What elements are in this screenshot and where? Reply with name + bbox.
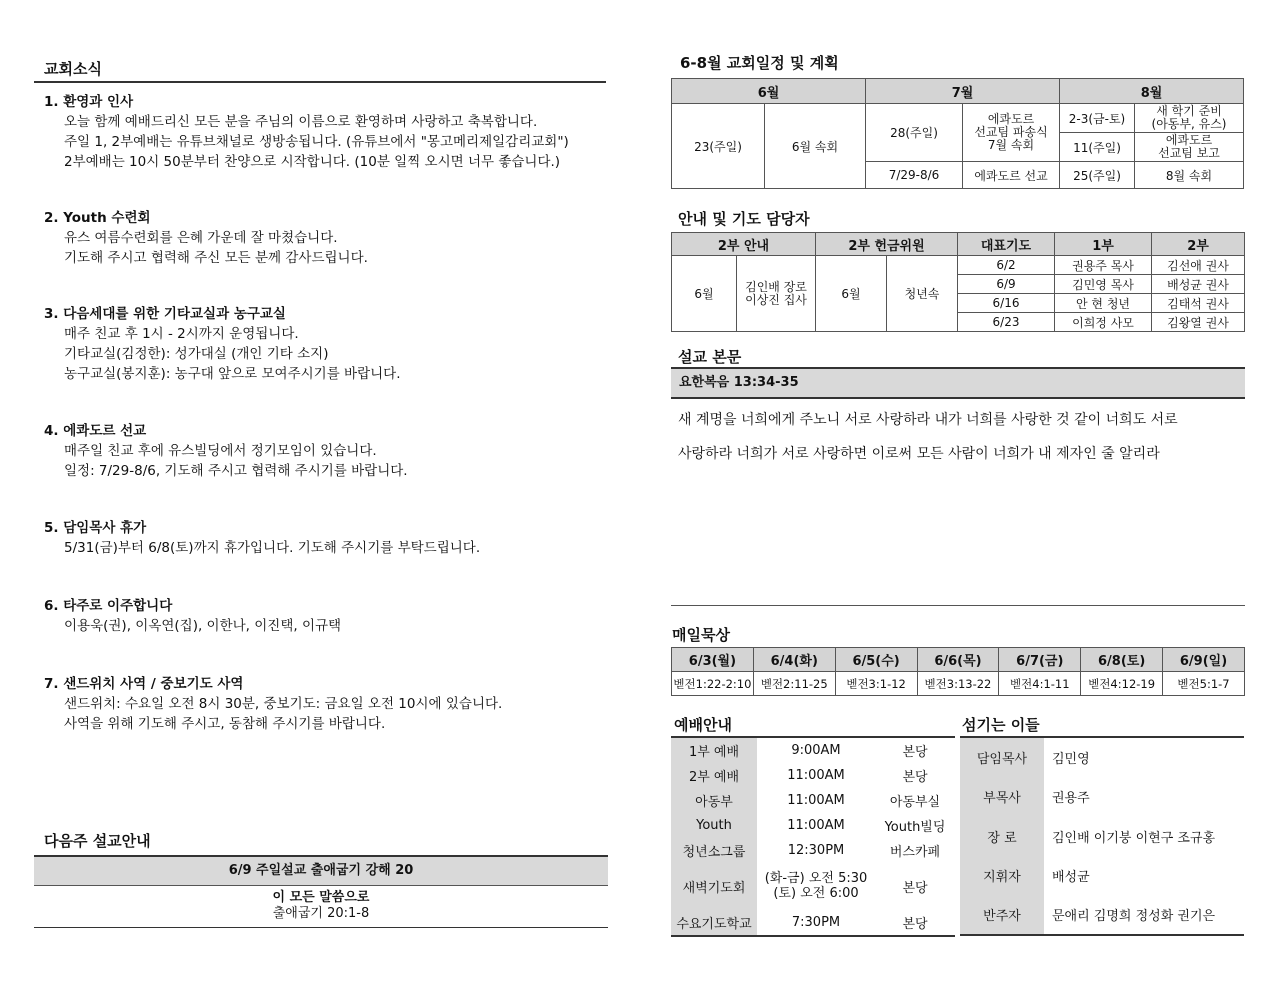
service-name: 1부 예배	[671, 738, 757, 763]
news-item-1	[44, 92, 569, 172]
news-line: 이용욱(권), 이옥연(집), 이한나, 이진택, 이규택	[64, 618, 342, 634]
service-place: Youth빌딩	[884, 820, 946, 835]
service-time: 7:30PM	[791, 914, 841, 930]
service-name: 수요기도학교	[671, 909, 757, 935]
service-time: 12:30PM	[787, 843, 845, 858]
prayer-first: 김민영 목사	[1055, 275, 1152, 294]
news-line: 매주 친교 후 1시 - 2시까지 운영됩니다.	[64, 326, 299, 342]
july-event-1	[963, 104, 1060, 162]
aug-event-3: 8월 속회	[1135, 162, 1244, 189]
service-name: 2부 예배	[671, 763, 757, 788]
devotion-table	[671, 647, 1245, 696]
duty-header-first: 1부	[1055, 233, 1152, 256]
news-line: 일정: 7/29-8/6, 기도해 주시고 협력해 주시기를 바랍니다.	[64, 463, 408, 479]
july-event-1-line: 에콰도르	[987, 112, 1035, 126]
devotion-reading: 벧전4:12-19	[1081, 672, 1163, 696]
next-sermon-box	[34, 855, 608, 928]
offering-group: 청년속	[887, 256, 958, 332]
guide-name: 이상진 집사	[745, 292, 807, 307]
aug-date-3: 25(주일)	[1060, 162, 1135, 189]
service-time: 9:00AM	[791, 743, 841, 758]
news-line: 사역을 위해 기도해 주시고, 동참해 주시기를 바랍니다.	[64, 716, 386, 732]
aug-event-1-line: 새 학기 준비	[1156, 104, 1222, 118]
prayer-first: 안 현 청년	[1055, 294, 1152, 313]
staff-names: 김인배 이기붕 이현구 조규홍	[1052, 830, 1216, 846]
aug-event-1	[1135, 104, 1244, 133]
news-item-4	[44, 421, 408, 481]
staff-box	[960, 736, 1244, 936]
news-item-7	[44, 674, 502, 734]
prayer-date: 6/23	[958, 313, 1055, 332]
guide-names	[737, 256, 816, 332]
news-title-rule	[34, 81, 606, 83]
service-time: 11:00AM	[787, 793, 845, 808]
july-event-1-line: 7월 속회	[987, 138, 1035, 152]
news-line: 기타교실(김정한): 성가대실 (개인 기타 소지)	[64, 346, 329, 362]
month-july: 7월	[866, 79, 1060, 104]
aug-event-2	[1135, 133, 1244, 162]
news-title: 교회소식	[44, 60, 102, 78]
july-date-2: 7/29-8/6	[866, 162, 963, 189]
devotion-reading: 벧전1:22-2:10	[672, 672, 754, 696]
aug-event-2-line: 에콰도르	[1165, 133, 1213, 147]
month-june: 6월	[672, 79, 866, 104]
devotion-day: 6/6(목)	[917, 648, 999, 672]
service-name: Youth	[671, 813, 757, 838]
duty-header-offering: 2부 헌금위원	[816, 233, 958, 256]
devotion-day: 6/3(월)	[672, 648, 754, 672]
service-name: 새벽기도회	[671, 863, 757, 909]
news-heading: 4. 에콰도르 선교	[44, 423, 147, 439]
services-box	[671, 736, 955, 937]
news-item-2	[44, 208, 368, 268]
news-heading: 1. 환영과 인사	[44, 94, 134, 110]
prayer-second: 김선애 권사	[1152, 256, 1245, 275]
service-place: 본당	[902, 916, 928, 932]
guide-month: 6월	[672, 256, 737, 332]
services-title: 예배안내	[674, 716, 732, 734]
duty-title: 안내 및 기도 담당자	[678, 210, 810, 228]
staff-title: 섬기는 이들	[962, 716, 1040, 734]
staff-names: 김민영	[1052, 752, 1090, 767]
guide-name: 김인배 장로	[745, 279, 807, 294]
devotion-reading: 벧전3:1-12	[835, 672, 917, 696]
prayer-second: 김왕열 권사	[1152, 313, 1245, 332]
devotion-title: 매일묵상	[672, 626, 730, 644]
july-event-1-line: 선교팀 파송식	[974, 125, 1048, 139]
news-line: 매주일 친교 후에 유스빌딩에서 정기모임이 있습니다.	[64, 443, 377, 459]
next-sermon-title: 다음주 설교안내	[44, 832, 151, 850]
news-line: 5/31(금)부터 6/8(토)까지 휴가입니다. 기도해 주시기를 부탁드립니다.	[64, 540, 481, 556]
july-date-1: 28(주일)	[866, 104, 963, 162]
prayer-second: 김태석 권사	[1152, 294, 1245, 313]
scripture-title: 설교 본문	[678, 348, 742, 366]
june-date: 23(주일)	[672, 104, 765, 189]
service-time-line: (화-금) 오전 5:30	[764, 871, 868, 886]
duty-header-guide: 2부 안내	[672, 233, 816, 256]
staff-names: 배성균	[1052, 870, 1090, 885]
month-august: 8월	[1060, 79, 1244, 104]
devotion-reading: 벧전3:13-22	[917, 672, 999, 696]
staff-table	[960, 738, 1244, 934]
devotion-rule	[671, 605, 1245, 606]
june-event: 6월 속회	[765, 104, 866, 189]
schedule-title: 6-8월 교회일정 및 계획	[680, 54, 839, 72]
devotion-reading: 벧전4:1-11	[999, 672, 1081, 696]
service-time: 11:00AM	[787, 818, 845, 833]
scripture-text	[678, 403, 1244, 471]
news-item-6	[44, 596, 341, 636]
news-line: 농구교실(봉지훈): 농구대 앞으로 모여주시기를 바랍니다.	[64, 366, 401, 382]
duty-table	[671, 232, 1245, 332]
news-item-3	[44, 304, 400, 384]
devotion-day: 6/8(토)	[1081, 648, 1163, 672]
aug-date-2: 11(주일)	[1060, 133, 1135, 162]
offering-month: 6월	[816, 256, 887, 332]
service-place: 본당	[902, 770, 928, 785]
aug-event-1-line: (아동부, 유스)	[1151, 117, 1227, 131]
service-place: 본당	[902, 745, 928, 760]
news-line: 기도해 주시고 협력해 주신 모든 분께 감사드립니다.	[64, 250, 368, 266]
devotion-reading: 벧전5:1-7	[1163, 672, 1245, 696]
aug-event-2-line: 선교팀 보고	[1158, 146, 1220, 160]
news-line: 샌드위치: 수요일 오전 8시 30분, 중보기도: 금요일 오전 10시에 있습니다.	[64, 696, 503, 712]
news-line: 2부예배는 10시 50분부터 찬양으로 시작합니다. (10분 일찍 오시면 너무 좋습니다.)	[64, 154, 561, 170]
news-heading: 5. 담임목사 휴가	[44, 520, 147, 536]
duty-header-second: 2부	[1152, 233, 1245, 256]
service-time-line: (토) 오전 6:00	[773, 886, 859, 901]
news-line: 주일 1, 2부예배는 유튜브채널로 생방송됩니다. (유튜브에서 "몽고메리제일감리교회")	[64, 134, 569, 150]
prayer-second: 배성균 권사	[1152, 275, 1245, 294]
prayer-first: 이희정 사모	[1055, 313, 1152, 332]
schedule-table	[671, 78, 1244, 189]
news-item-5	[44, 518, 480, 558]
prayer-date: 6/16	[958, 294, 1055, 313]
prayer-first: 권용주 목사	[1055, 256, 1152, 275]
staff-names: 권용주	[1052, 791, 1090, 806]
scripture-line: 새 계명을 너희에게 주노니 서로 사랑하라 내가 너희를 사랑한 것 같이 너희도 서로	[678, 412, 1178, 428]
staff-role: 지휘자	[960, 856, 1044, 895]
staff-role: 장 로	[960, 816, 1044, 856]
staff-role: 반주자	[960, 895, 1044, 934]
prayer-date: 6/9	[958, 275, 1055, 294]
service-time	[757, 863, 875, 909]
news-heading: 7. 샌드위치 사역 / 중보기도 사역	[44, 676, 244, 692]
news-heading: 6. 타주로 이주합니다	[44, 598, 173, 614]
news-heading: 3. 다음세대를 위한 기타교실과 농구교실	[44, 306, 286, 322]
staff-role: 담임목사	[960, 738, 1044, 777]
duty-header-prayer: 대표기도	[958, 233, 1055, 256]
scripture-reference-text: 요한복음 13:34-35	[679, 375, 799, 390]
news-line: 유스 여름수련회를 은혜 가운데 잘 마쳤습니다.	[64, 230, 338, 246]
next-sermon-name: 이 모든 말씀으로	[272, 890, 370, 905]
scripture-reference	[671, 367, 1245, 399]
devotion-day: 6/5(수)	[835, 648, 917, 672]
next-sermon-header: 6/9 주일설교 출애굽기 강해 20	[34, 855, 608, 886]
service-place: 버스카페	[889, 845, 941, 860]
prayer-date: 6/2	[958, 256, 1055, 275]
service-place: 아동부실	[889, 795, 941, 810]
service-time: 11:00AM	[787, 768, 845, 783]
next-sermon-passage: 출애굽기 20:1-8	[34, 906, 608, 928]
devotion-reading: 벧전2:11-25	[753, 672, 835, 696]
staff-names: 문애리 김명희 정성화 권기은	[1052, 909, 1216, 924]
aug-date-1: 2-3(금-토)	[1060, 104, 1135, 133]
devotion-day: 6/4(화)	[753, 648, 835, 672]
service-name: 청년소그룹	[671, 838, 757, 863]
devotion-day: 6/9(일)	[1163, 648, 1245, 672]
scripture-line: 사랑하라 너희가 서로 사랑하면 이로써 모든 사람이 너희가 내 제자인 줄 알리라	[678, 446, 1160, 462]
devotion-day: 6/7(금)	[999, 648, 1081, 672]
july-event-2: 에콰도르 선교	[963, 162, 1060, 189]
staff-role: 부목사	[960, 777, 1044, 816]
services-table	[671, 738, 955, 935]
service-place: 본당	[902, 880, 928, 896]
news-line: 오늘 함께 예배드리신 모든 분을 주님의 이름으로 환영하며 사랑하고 축복합니다.	[64, 114, 538, 130]
news-heading: 2. Youth 수련회	[44, 210, 151, 226]
service-name: 아동부	[671, 788, 757, 813]
